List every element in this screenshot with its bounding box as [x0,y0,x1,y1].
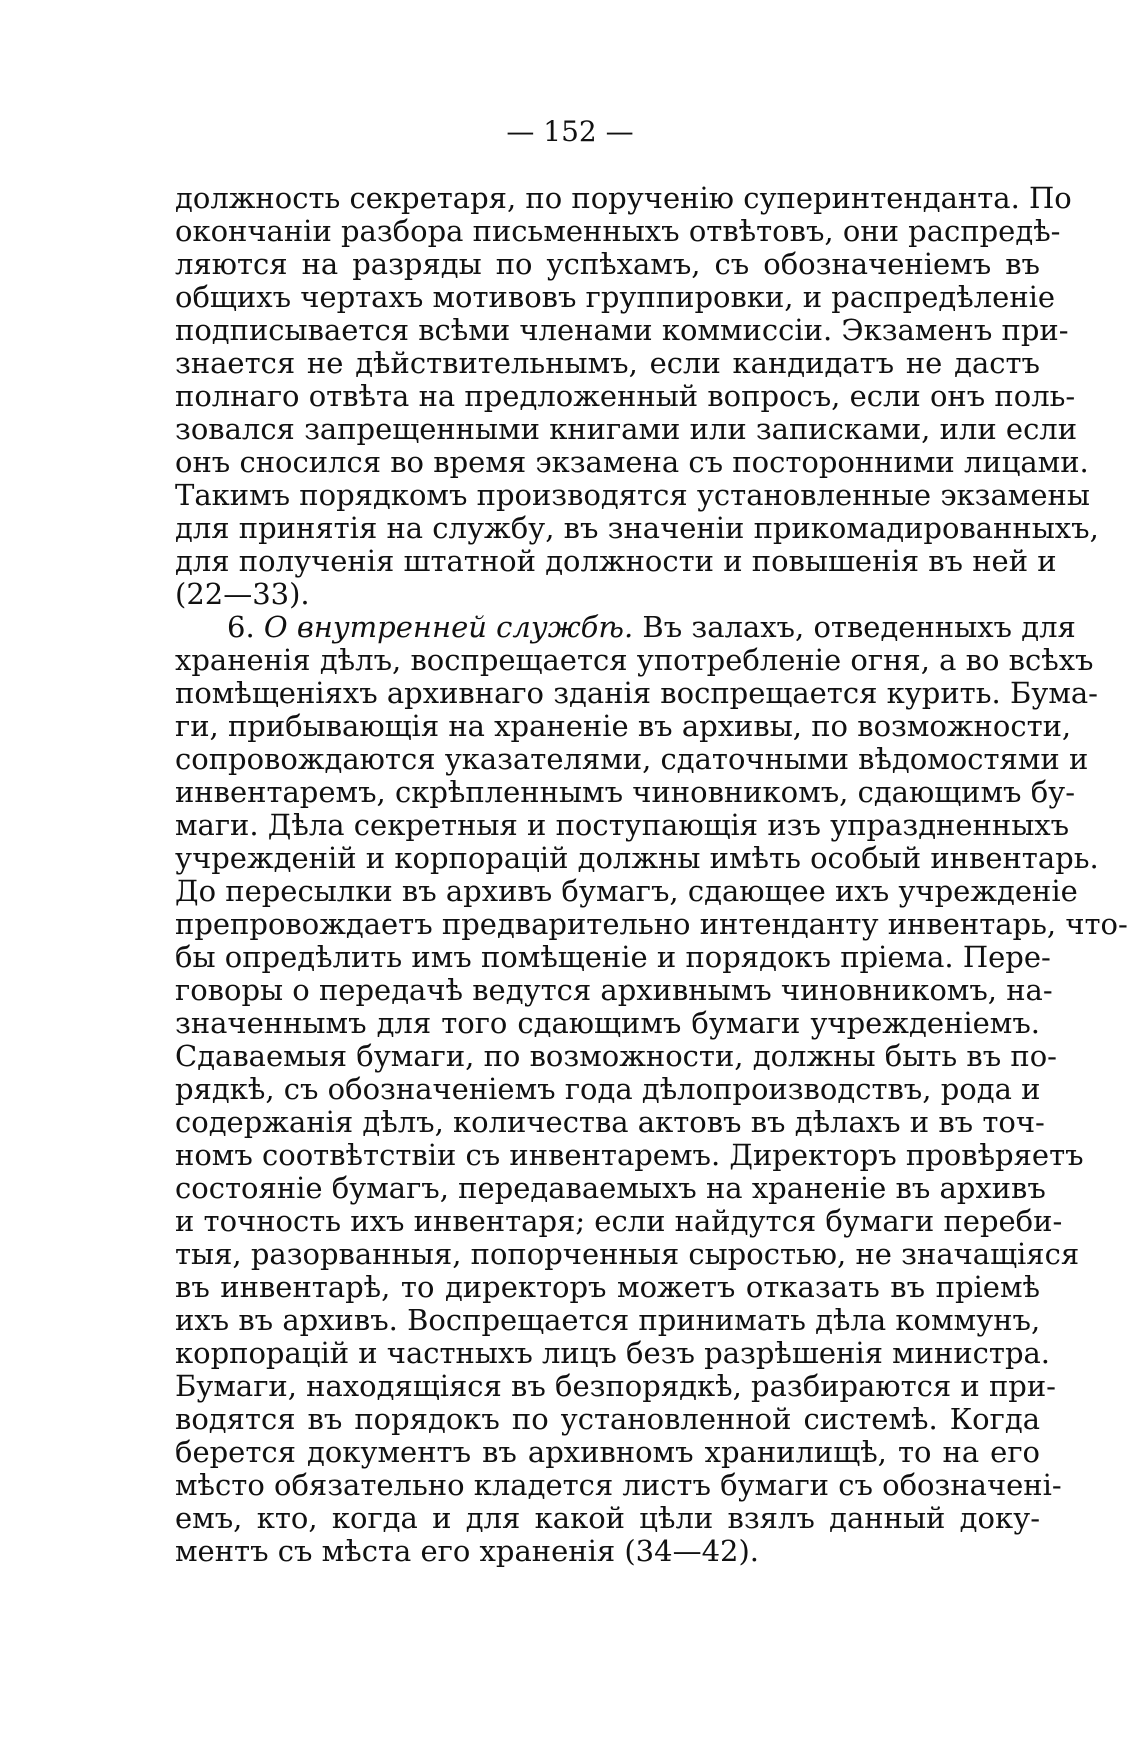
text-line: Бумаги, находящіяся въ безпорядкѣ, разбираются и при- [175,1369,1056,1403]
text-line: ментъ съ мѣста его храненія (34—42). [175,1534,760,1568]
section-first-line-text: Въ залахъ, отведенныхъ для [642,610,1076,644]
text-line: знается не дѣйствительнымъ, если кандидатъ не дастъ [175,346,1040,380]
text-line: подписывается всѣми членами коммиссіи. Экзаменъ при- [175,313,1069,347]
text-line: учрежденій и корпорацій должны имѣть особый инвентарь. [175,841,1099,875]
text-line: содержанія дѣлъ, количества актовъ въ дѣлахъ и въ точ- [175,1105,1045,1139]
text-line: храненія дѣлъ, воспрещается употребленіе огня, а во всѣхъ [175,643,1094,677]
text-line: Такимъ порядкомъ производятся установленные экзамены [175,478,1090,512]
text-line: До пересылки въ архивъ бумагъ, сдающее ихъ учрежденіе [175,874,1078,908]
section-heading: О внутренней службѣ. [263,610,634,644]
text-line: ляются на разряды по успѣхамъ, съ обозначеніемъ въ [175,247,1040,281]
text-line: емъ, кто, когда и для какой цѣли взялъ данный доку- [175,1501,1040,1535]
section-number: 6. [227,610,255,644]
text-line: ги, прибывающія на храненіе въ архивы, по возможности, [175,709,1072,743]
text-line: окончаніи разбора письменныхъ отвѣтовъ, они распредѣ- [175,214,1061,248]
text-line: маги. Дѣла секретныя и поступающія изъ упраздненныхъ [175,808,1070,842]
text-line: онъ сносился во время экзамена съ посторонними лицами. [175,445,1089,479]
text-line: зовался запрещенными книгами или записками, или если [175,412,1078,446]
text-line: корпорацій и частныхъ лицъ безъ разрѣшенія министра. [175,1336,1051,1370]
page-number: — 152 — [506,115,634,148]
text-line: говоры о передачѣ ведутся архивнымъ чиновникомъ, на- [175,973,1053,1007]
text-line: состояніе бумагъ, передаваемыхъ на храненіе въ архивъ [175,1171,1046,1205]
text-line: бы опредѣлить имъ помѣщеніе и порядокъ пріема. Пере- [175,940,1051,974]
body-text [175,181,1128,1568]
text-line: и точность ихъ инвентаря; если найдутся бумаги переби- [175,1204,1063,1238]
text-line: общихъ чертахъ мотивовъ группировки, и распредѣленіе [175,280,1056,314]
text-line: сопровождаются указателями, сдаточными вѣдомостями и [175,742,1089,776]
paragraph-2 [175,610,1128,1568]
text-line: значеннымъ для того сдающимъ бумаги учрежденіемъ. [175,1006,1040,1040]
text-line: Сдаваемыя бумаги, по возможности, должны быть въ по- [175,1039,1057,1073]
text-line: препровождаетъ предварительно интенданту инвентарь, что- [175,907,1128,941]
text-line: рядкѣ, съ обозначеніемъ года дѣлопроизводствъ, рода и [175,1072,1041,1106]
text-line: берется документъ въ архивномъ хранилищѣ, то на его [175,1435,1040,1469]
text-line: инвентаремъ, скрѣпленнымъ чиновникомъ, сдающимъ бу- [175,775,1076,809]
text-line: полнаго отвѣта на предложенный вопросъ, если онъ поль- [175,379,1076,413]
text-line: тыя, разорванныя, попорченныя сыростью, не значащіяся [175,1237,1080,1271]
text-line: номъ соотвѣтствіи съ инвентаремъ. Директоръ провѣряетъ [175,1138,1084,1172]
text-line: водятся въ порядокъ по установленной системѣ. Когда [175,1402,1040,1436]
text-line: для полученія штатной должности и повышенія въ ней и [175,544,1057,578]
text-line: помѣщеніяхъ архивнаго зданія воспрещается курить. Бума- [175,676,1098,710]
text-line: должность секретаря, по порученію суперинтенданта. По [175,181,1072,215]
text-line: (22—33). [175,577,310,611]
text-line: мѣсто обязательно кладется листъ бумаги съ обозначені- [175,1468,1062,1502]
text-line: въ инвентарѣ, то директоръ можетъ отказать въ пріемѣ [175,1270,1040,1304]
text-line: ихъ въ архивъ. Воспрещается принимать дѣла коммунъ, [175,1303,1041,1337]
text-line: для принятія на службу, въ значеніи прикомадированныхъ, [175,511,1099,545]
paragraph-1 [175,181,1099,611]
section-heading-line [175,610,1076,644]
